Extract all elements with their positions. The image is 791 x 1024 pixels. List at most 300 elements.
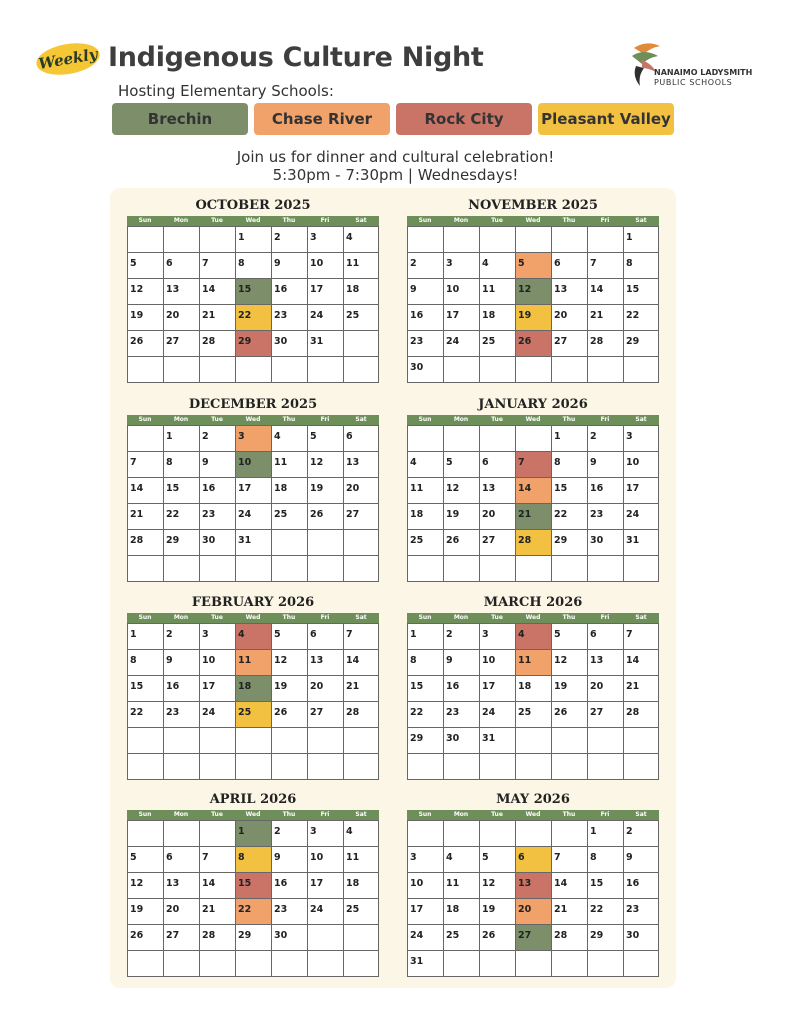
day-cell: 26: [552, 702, 588, 728]
day-cell: 6: [552, 253, 588, 279]
day-cell: 17: [408, 899, 444, 925]
host-day-cell: 11: [516, 650, 552, 676]
empty-cell: [308, 754, 344, 780]
day-grid: [127, 820, 379, 977]
day-cell: 14: [624, 650, 659, 676]
weekday-label: Sat: [355, 614, 367, 621]
empty-cell: [624, 951, 659, 977]
weekday-label: Fri: [320, 811, 330, 818]
district-logo: [628, 38, 753, 90]
host-day-cell: 3: [236, 426, 272, 452]
day-cell: 4: [344, 821, 379, 847]
empty-cell: [236, 754, 272, 780]
logo-line2: PUBLIC SCHOOLS: [654, 78, 733, 87]
empty-cell: [236, 357, 272, 383]
empty-cell: [408, 754, 444, 780]
day-cell: 5: [308, 426, 344, 452]
day-cell: 3: [408, 847, 444, 873]
empty-cell: [236, 951, 272, 977]
day-cell: 1: [128, 624, 164, 650]
day-cell: 7: [624, 624, 659, 650]
empty-cell: [128, 821, 164, 847]
empty-cell: [272, 530, 308, 556]
day-cell: 4: [408, 452, 444, 478]
empty-cell: [408, 426, 444, 452]
host-day-cell: 4: [516, 624, 552, 650]
day-cell: 13: [552, 279, 588, 305]
day-cell: 22: [624, 305, 659, 331]
day-cell: 12: [128, 873, 164, 899]
day-cell: 24: [200, 702, 236, 728]
day-cell: 22: [128, 702, 164, 728]
weekday-header: [127, 415, 379, 425]
empty-cell: [128, 426, 164, 452]
day-cell: 24: [236, 504, 272, 530]
empty-cell: [588, 951, 624, 977]
day-cell: 8: [164, 452, 200, 478]
day-cell: 10: [200, 650, 236, 676]
day-cell: 9: [200, 452, 236, 478]
month-title: FEBRUARY 2026: [191, 595, 315, 610]
day-cell: 12: [480, 873, 516, 899]
day-grid: [407, 623, 659, 780]
day-cell: 29: [164, 530, 200, 556]
day-cell: 3: [308, 227, 344, 253]
empty-cell: [516, 821, 552, 847]
day-cell: 31: [480, 728, 516, 754]
empty-cell: [164, 556, 200, 582]
day-cell: 5: [552, 624, 588, 650]
day-cell: 26: [128, 925, 164, 951]
empty-cell: [344, 728, 379, 754]
day-cell: 31: [308, 331, 344, 357]
day-cell: 3: [444, 253, 480, 279]
day-cell: 1: [408, 624, 444, 650]
day-cell: 5: [444, 452, 480, 478]
empty-cell: [624, 754, 659, 780]
day-cell: 20: [164, 305, 200, 331]
empty-cell: [552, 556, 588, 582]
weekday-label: Thu: [282, 614, 296, 621]
weekday-label: Sun: [138, 416, 152, 423]
empty-cell: [408, 227, 444, 253]
empty-cell: [344, 556, 379, 582]
day-cell: 6: [164, 253, 200, 279]
day-cell: 1: [164, 426, 200, 452]
day-cell: 5: [480, 847, 516, 873]
day-cell: 28: [588, 331, 624, 357]
day-cell: 27: [480, 530, 516, 556]
host-day-cell: 13: [516, 873, 552, 899]
weekday-label: Mon: [173, 416, 189, 423]
month-calendar: [127, 593, 379, 780]
host-day-cell: 19: [516, 305, 552, 331]
day-cell: 9: [272, 847, 308, 873]
month-title: NOVEMBER 2025: [468, 198, 598, 213]
day-cell: 16: [272, 279, 308, 305]
host-day-cell: 12: [516, 279, 552, 305]
day-cell: 27: [552, 331, 588, 357]
day-cell: 21: [624, 676, 659, 702]
day-cell: 20: [308, 676, 344, 702]
day-cell: 23: [588, 504, 624, 530]
weekday-label: Sat: [635, 416, 647, 423]
day-cell: 26: [272, 702, 308, 728]
day-cell: 8: [624, 253, 659, 279]
day-cell: 15: [164, 478, 200, 504]
weekday-header: [127, 810, 379, 820]
empty-cell: [588, 728, 624, 754]
day-cell: 18: [344, 873, 379, 899]
day-cell: 23: [624, 899, 659, 925]
day-cell: 23: [200, 504, 236, 530]
day-cell: 11: [272, 452, 308, 478]
day-cell: 25: [480, 331, 516, 357]
month-calendar: [127, 395, 379, 582]
day-cell: 23: [272, 899, 308, 925]
host-day-cell: 20: [516, 899, 552, 925]
empty-cell: [588, 556, 624, 582]
empty-cell: [480, 426, 516, 452]
host-day-cell: 22: [236, 305, 272, 331]
day-cell: 6: [344, 426, 379, 452]
school-badge-rock-city: [396, 103, 532, 135]
day-cell: 8: [552, 452, 588, 478]
empty-cell: [516, 728, 552, 754]
weekday-label: Thu: [282, 217, 296, 224]
day-cell: 29: [552, 530, 588, 556]
day-cell: 20: [344, 478, 379, 504]
host-day-cell: 15: [236, 873, 272, 899]
empty-cell: [516, 357, 552, 383]
weekday-label: Wed: [525, 416, 541, 423]
day-cell: 23: [272, 305, 308, 331]
day-cell: 19: [128, 305, 164, 331]
weekday-label: Sun: [138, 811, 152, 818]
empty-cell: [552, 728, 588, 754]
day-cell: 17: [308, 279, 344, 305]
weekday-label: Wed: [525, 614, 541, 621]
day-cell: 2: [444, 624, 480, 650]
day-cell: 22: [408, 702, 444, 728]
empty-cell: [200, 951, 236, 977]
day-grid: [407, 820, 659, 977]
empty-cell: [480, 227, 516, 253]
weekday-label: Sun: [418, 811, 432, 818]
month-calendar: [127, 790, 379, 977]
day-cell: 27: [588, 702, 624, 728]
weekday-label: Tue: [491, 811, 503, 818]
weekday-label: Sun: [418, 614, 432, 621]
day-cell: 27: [308, 702, 344, 728]
school-name: Chase River: [271, 110, 373, 128]
logo-line1: NANAIMO LADYSMITH: [654, 68, 753, 77]
day-cell: 30: [272, 925, 308, 951]
day-cell: 3: [480, 624, 516, 650]
day-cell: 29: [624, 331, 659, 357]
empty-cell: [552, 821, 588, 847]
day-grid: [127, 226, 379, 383]
day-cell: 9: [588, 452, 624, 478]
host-day-cell: 28: [516, 530, 552, 556]
day-cell: 25: [344, 899, 379, 925]
event-time: 5:30pm - 7:30pm | Wednesdays!: [272, 166, 519, 184]
empty-cell: [480, 556, 516, 582]
day-cell: 14: [200, 873, 236, 899]
day-cell: 14: [344, 650, 379, 676]
empty-cell: [516, 227, 552, 253]
day-cell: 13: [164, 873, 200, 899]
weekday-label: Mon: [453, 217, 469, 224]
empty-cell: [444, 227, 480, 253]
day-cell: 14: [200, 279, 236, 305]
day-cell: 27: [164, 331, 200, 357]
empty-cell: [200, 556, 236, 582]
day-cell: 1: [236, 227, 272, 253]
day-cell: 5: [128, 253, 164, 279]
weekday-label: Fri: [320, 217, 330, 224]
weekday-label: Sun: [138, 217, 152, 224]
weekday-label: Thu: [562, 416, 576, 423]
empty-cell: [344, 951, 379, 977]
empty-cell: [272, 357, 308, 383]
month-title: MAY 2026: [496, 792, 570, 807]
empty-cell: [344, 331, 379, 357]
weekly-label: Weekly: [37, 44, 99, 74]
weekday-label: Sat: [355, 217, 367, 224]
weekday-label: Fri: [600, 416, 610, 423]
host-day-cell: 15: [236, 279, 272, 305]
day-cell: 15: [128, 676, 164, 702]
empty-cell: [200, 754, 236, 780]
day-cell: 7: [552, 847, 588, 873]
day-cell: 2: [272, 227, 308, 253]
empty-cell: [272, 951, 308, 977]
month-title: OCTOBER 2025: [195, 198, 311, 213]
day-cell: 7: [128, 452, 164, 478]
day-cell: 22: [552, 504, 588, 530]
host-day-cell: 27: [516, 925, 552, 951]
day-cell: 2: [624, 821, 659, 847]
empty-cell: [308, 925, 344, 951]
weekday-header: [407, 216, 659, 226]
weekday-label: Sat: [355, 811, 367, 818]
day-cell: 17: [480, 676, 516, 702]
day-cell: 16: [164, 676, 200, 702]
empty-cell: [344, 530, 379, 556]
day-cell: 9: [408, 279, 444, 305]
empty-cell: [128, 227, 164, 253]
weekday-label: Wed: [525, 811, 541, 818]
day-cell: 31: [408, 951, 444, 977]
day-cell: 30: [200, 530, 236, 556]
month-calendar: [407, 790, 659, 977]
day-cell: 1: [624, 227, 659, 253]
empty-cell: [308, 357, 344, 383]
weekday-label: Wed: [245, 811, 261, 818]
empty-cell: [236, 728, 272, 754]
weekday-label: Tue: [211, 811, 223, 818]
day-cell: 12: [308, 452, 344, 478]
empty-cell: [516, 951, 552, 977]
day-cell: 10: [444, 279, 480, 305]
day-cell: 18: [272, 478, 308, 504]
day-cell: 26: [128, 331, 164, 357]
host-day-cell: 4: [236, 624, 272, 650]
day-cell: 25: [444, 925, 480, 951]
event-description: Join us for dinner and cultural celebration!: [236, 148, 555, 166]
day-cell: 21: [552, 899, 588, 925]
empty-cell: [308, 951, 344, 977]
day-cell: 19: [444, 504, 480, 530]
day-cell: 9: [272, 253, 308, 279]
weekday-header: [407, 810, 659, 820]
weekday-label: Mon: [173, 217, 189, 224]
day-cell: 28: [128, 530, 164, 556]
day-cell: 10: [408, 873, 444, 899]
day-cell: 24: [308, 305, 344, 331]
weekday-label: Fri: [320, 416, 330, 423]
weekday-label: Mon: [173, 811, 189, 818]
empty-cell: [444, 357, 480, 383]
day-cell: 21: [128, 504, 164, 530]
day-cell: 24: [624, 504, 659, 530]
day-cell: 7: [200, 847, 236, 873]
day-cell: 1: [588, 821, 624, 847]
weekday-label: Wed: [245, 614, 261, 621]
day-cell: 15: [408, 676, 444, 702]
day-cell: 2: [272, 821, 308, 847]
day-cell: 16: [624, 873, 659, 899]
day-cell: 31: [236, 530, 272, 556]
weekday-header: [127, 216, 379, 226]
empty-cell: [164, 728, 200, 754]
day-cell: 14: [552, 873, 588, 899]
weekday-label: Sat: [355, 416, 367, 423]
weekday-label: Sun: [418, 217, 432, 224]
day-cell: 2: [164, 624, 200, 650]
day-cell: 24: [480, 702, 516, 728]
day-cell: 20: [164, 899, 200, 925]
weekday-label: Wed: [525, 217, 541, 224]
empty-cell: [272, 754, 308, 780]
day-cell: 21: [588, 305, 624, 331]
day-cell: 18: [480, 305, 516, 331]
day-cell: 10: [624, 452, 659, 478]
month-title: JANUARY 2026: [478, 397, 588, 412]
day-cell: 5: [128, 847, 164, 873]
day-cell: 21: [200, 305, 236, 331]
empty-cell: [164, 754, 200, 780]
weekday-label: Sun: [138, 614, 152, 621]
host-day-cell: 5: [516, 253, 552, 279]
day-cell: 23: [164, 702, 200, 728]
day-cell: 18: [516, 676, 552, 702]
day-cell: 29: [408, 728, 444, 754]
day-cell: 27: [164, 925, 200, 951]
host-day-cell: 1: [236, 821, 272, 847]
empty-cell: [236, 556, 272, 582]
empty-cell: [516, 426, 552, 452]
empty-cell: [128, 754, 164, 780]
day-cell: 24: [408, 925, 444, 951]
day-cell: 28: [624, 702, 659, 728]
host-day-cell: 6: [516, 847, 552, 873]
day-cell: 30: [624, 925, 659, 951]
empty-cell: [272, 556, 308, 582]
day-grid: [407, 226, 659, 383]
weekday-label: Tue: [491, 614, 503, 621]
day-cell: 26: [308, 504, 344, 530]
empty-cell: [164, 227, 200, 253]
weekday-label: Thu: [562, 614, 576, 621]
day-cell: 2: [588, 426, 624, 452]
day-cell: 14: [588, 279, 624, 305]
day-cell: 10: [308, 847, 344, 873]
day-cell: 25: [408, 530, 444, 556]
empty-cell: [308, 530, 344, 556]
day-cell: 16: [444, 676, 480, 702]
day-cell: 7: [588, 253, 624, 279]
month-calendar: [407, 395, 659, 582]
host-day-cell: 21: [516, 504, 552, 530]
day-cell: 19: [552, 676, 588, 702]
day-cell: 14: [128, 478, 164, 504]
empty-cell: [272, 728, 308, 754]
day-cell: 19: [272, 676, 308, 702]
day-cell: 5: [272, 624, 308, 650]
day-cell: 7: [344, 624, 379, 650]
day-cell: 13: [588, 650, 624, 676]
hosting-label: Hosting Elementary Schools:: [118, 82, 334, 100]
day-cell: 10: [480, 650, 516, 676]
day-cell: 16: [272, 873, 308, 899]
day-cell: 1: [552, 426, 588, 452]
day-cell: 26: [480, 925, 516, 951]
day-cell: 4: [480, 253, 516, 279]
empty-cell: [128, 951, 164, 977]
empty-cell: [480, 754, 516, 780]
day-cell: 17: [200, 676, 236, 702]
day-cell: 9: [444, 650, 480, 676]
school-name: Brechin: [147, 110, 213, 128]
empty-cell: [588, 357, 624, 383]
day-cell: 25: [344, 305, 379, 331]
empty-cell: [408, 556, 444, 582]
day-cell: 22: [588, 899, 624, 925]
empty-cell: [344, 925, 379, 951]
empty-cell: [200, 227, 236, 253]
day-cell: 25: [272, 504, 308, 530]
empty-cell: [588, 227, 624, 253]
day-cell: 15: [552, 478, 588, 504]
empty-cell: [624, 357, 659, 383]
day-cell: 19: [308, 478, 344, 504]
host-day-cell: 22: [236, 899, 272, 925]
day-cell: 10: [308, 253, 344, 279]
empty-cell: [200, 357, 236, 383]
empty-cell: [552, 754, 588, 780]
host-day-cell: 14: [516, 478, 552, 504]
weekday-label: Mon: [173, 614, 189, 621]
weekday-label: Wed: [245, 217, 261, 224]
empty-cell: [128, 728, 164, 754]
weekday-label: Tue: [211, 416, 223, 423]
day-cell: 9: [624, 847, 659, 873]
host-day-cell: 7: [516, 452, 552, 478]
day-cell: 12: [444, 478, 480, 504]
empty-cell: [624, 728, 659, 754]
